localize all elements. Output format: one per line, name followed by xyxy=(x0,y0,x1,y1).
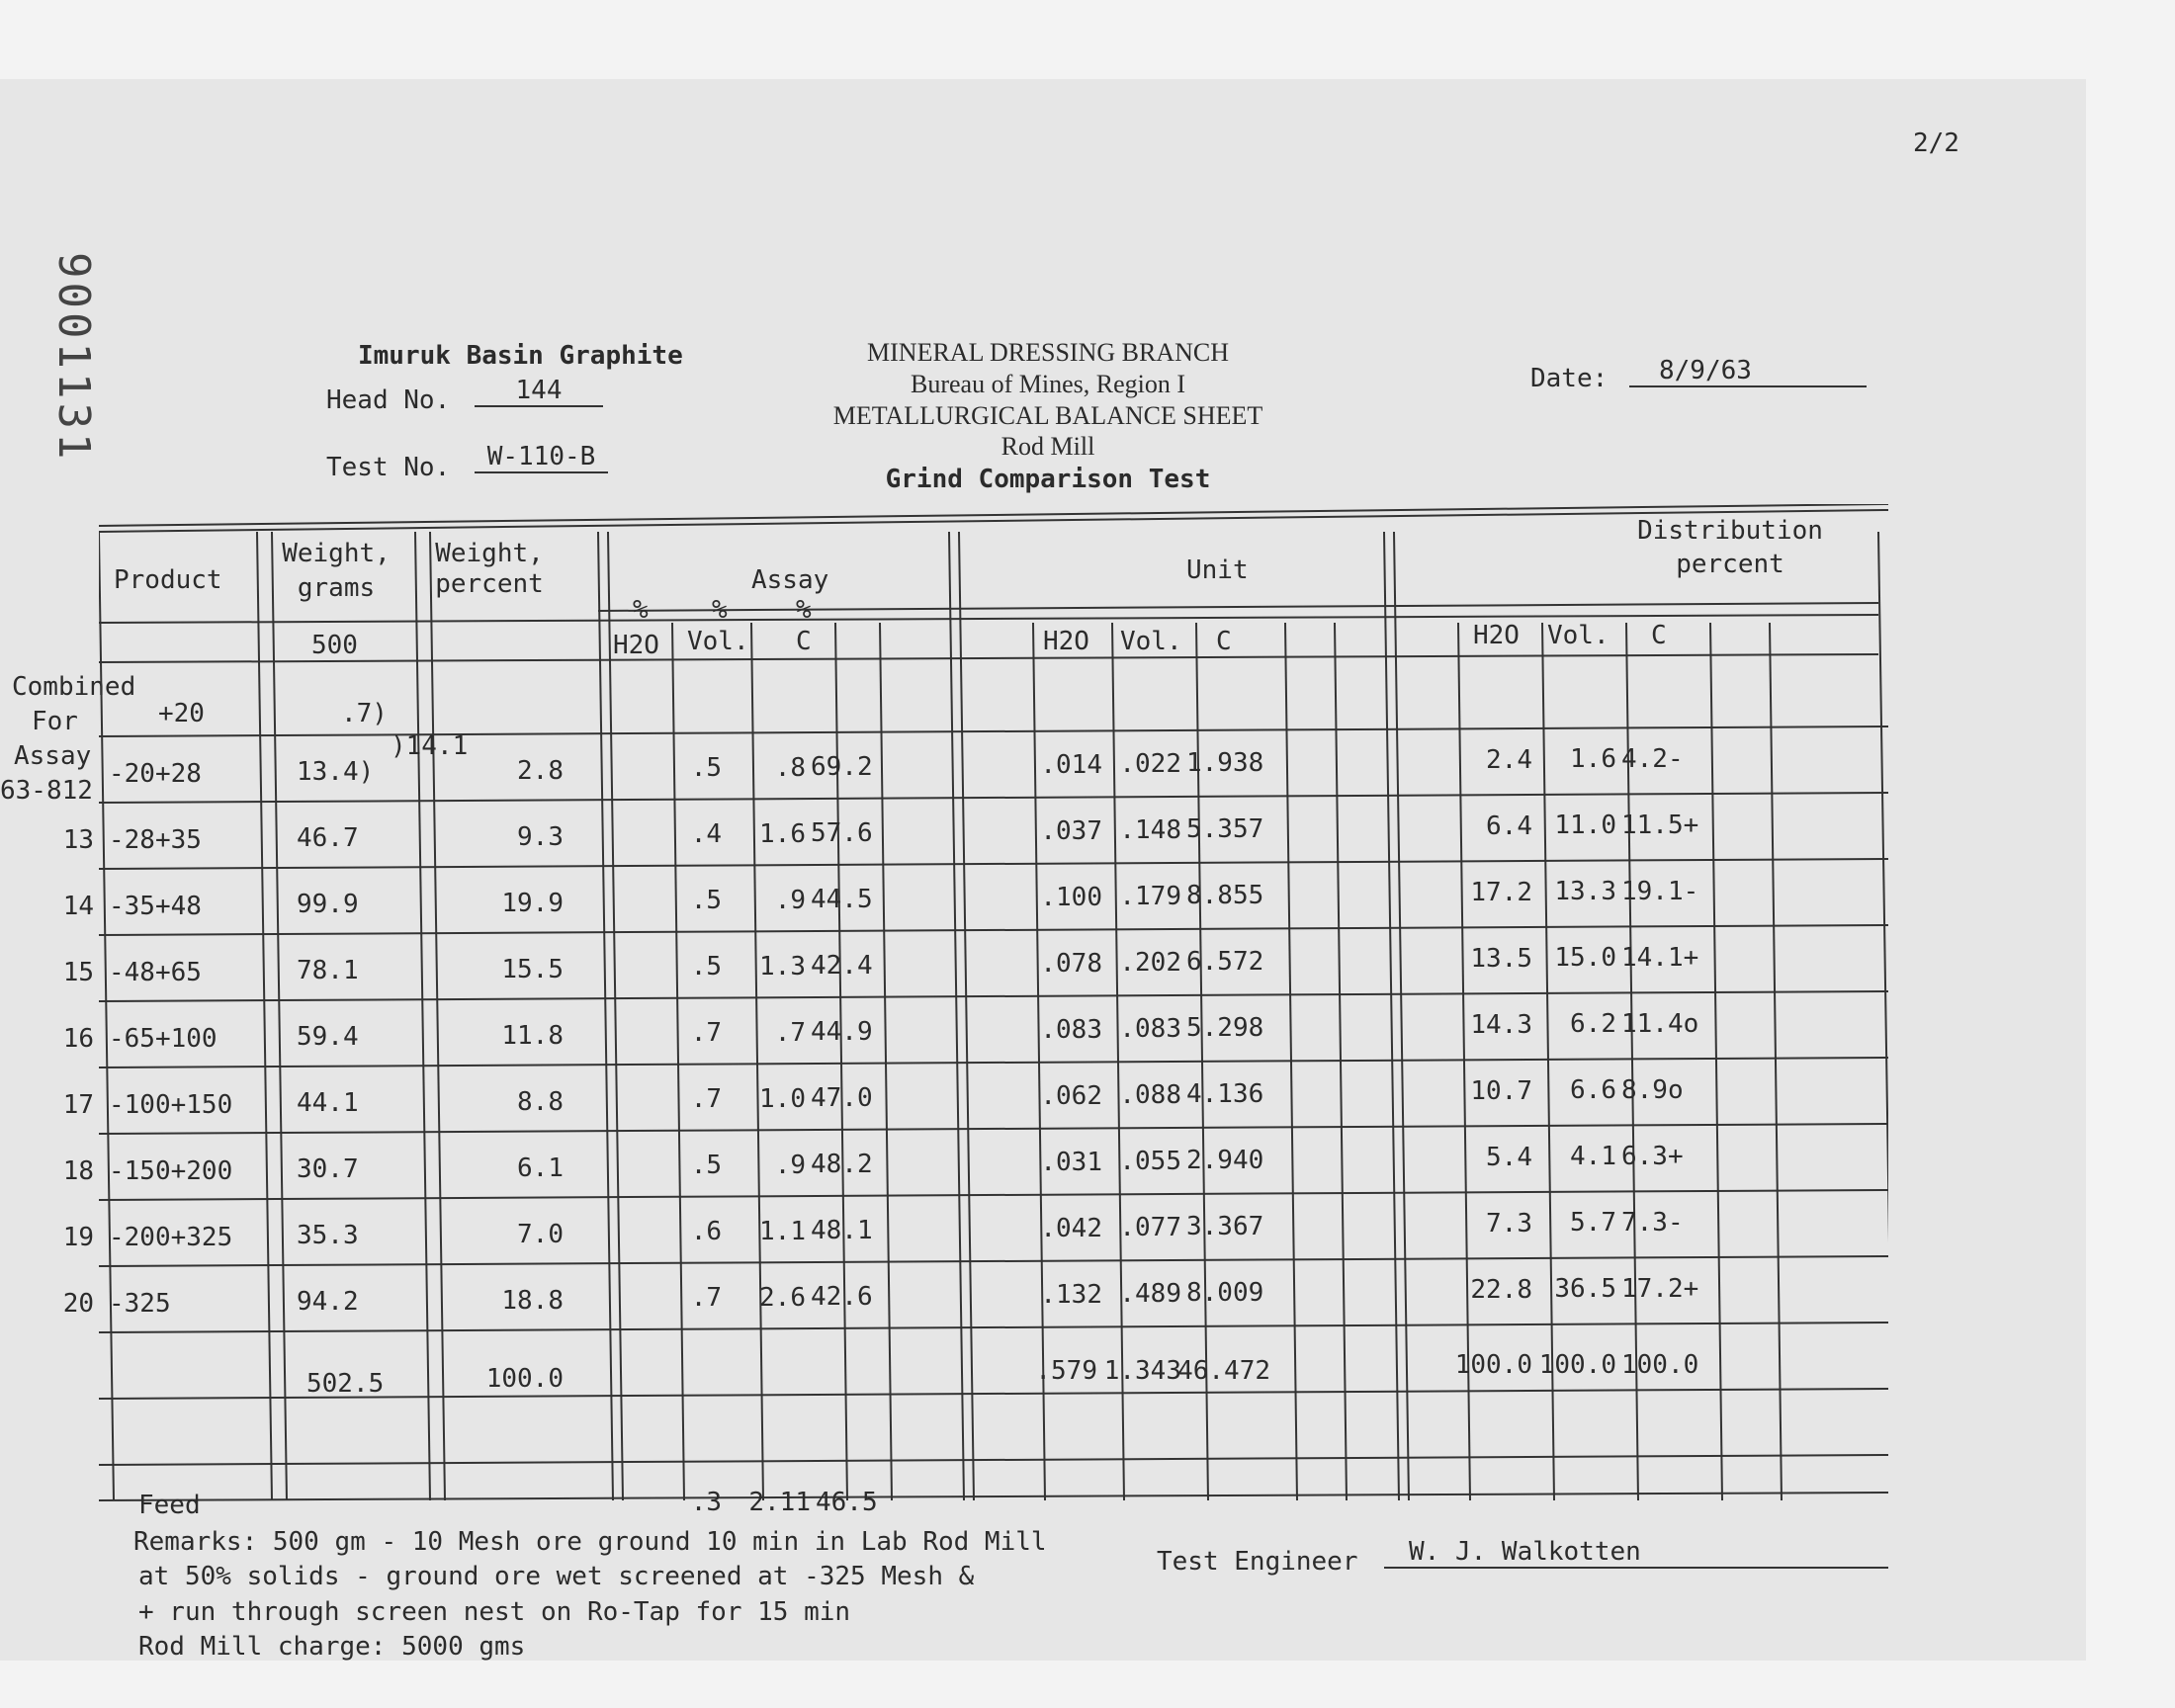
row-dist-vol: 15.0 xyxy=(1554,943,1616,973)
row-unit-vol: .202 xyxy=(1119,948,1181,978)
row-unit-vol: .077 xyxy=(1119,1213,1181,1242)
org-line-5: Grind Comparison Test xyxy=(885,465,1211,494)
row-assay-vol: 1.3 xyxy=(759,952,806,982)
col-weight-grams-header-1: Weight, xyxy=(282,539,391,568)
row-number: 14 xyxy=(62,892,94,921)
row-rule xyxy=(99,991,1888,1001)
row-unit-vol: .148 xyxy=(1119,815,1181,845)
table-column-rule xyxy=(415,532,430,1500)
row-dist-vol: 13.3 xyxy=(1554,877,1616,906)
row-unit-vol: .489 xyxy=(1119,1279,1181,1309)
total-unit-c: 46.472 xyxy=(1177,1356,1270,1386)
table-rules xyxy=(99,504,1888,1512)
row-grams: 78.1 xyxy=(297,956,359,985)
row-weight-percent: 18.8 xyxy=(501,1286,564,1316)
row-weight-percent: 6.1 xyxy=(517,1153,564,1183)
row-unit-h2o: .132 xyxy=(1040,1280,1102,1310)
col-product-header: Product xyxy=(114,565,222,595)
row-assay-h2o: .5 xyxy=(690,753,722,783)
row-assay-vol: 1.0 xyxy=(759,1084,806,1114)
org-line-3: METALLURGICAL BALANCE SHEET xyxy=(832,401,1263,430)
row-number: 18 xyxy=(62,1156,94,1186)
row-assay-h2o: .7 xyxy=(690,1018,722,1048)
header-subrow-rule xyxy=(598,603,1878,611)
row-unit-c: 8.855 xyxy=(1186,881,1264,910)
col-unit-header: Unit xyxy=(1186,555,1249,585)
row-unit-h2o: .014 xyxy=(1040,750,1102,780)
row-dist-h2o: 6.4 xyxy=(1486,811,1532,841)
row-unit-c: 5.357 xyxy=(1186,814,1264,844)
row-dist-h2o: 10.7 xyxy=(1470,1076,1532,1106)
row-rule xyxy=(99,793,1888,803)
combined-note-4: 63-812 xyxy=(0,776,93,806)
row-unit-c: 3.367 xyxy=(1186,1212,1264,1241)
row-product: -325 xyxy=(109,1289,171,1319)
row-weight-percent: 19.9 xyxy=(501,889,564,918)
row-dist-h2o: 14.3 xyxy=(1470,1010,1532,1040)
row-unit-h2o: .062 xyxy=(1040,1081,1102,1111)
row-unit-h2o: .031 xyxy=(1040,1148,1102,1177)
org-line-2: Bureau of Mines, Region I xyxy=(910,370,1185,398)
row-grams: 94.2 xyxy=(297,1287,359,1317)
sub-dist-vol: Vol. xyxy=(1547,621,1610,650)
row-product: -150+200 xyxy=(109,1156,233,1186)
row-weight-percent: 11.8 xyxy=(501,1021,564,1051)
table-column-rule xyxy=(99,532,114,1500)
table-bottom-rule xyxy=(99,1493,1888,1500)
head-no-label: Head No. xyxy=(326,385,451,415)
row-dist-vol: 1.6 xyxy=(1570,744,1616,774)
row-assay-h2o: .5 xyxy=(690,1151,722,1180)
row-assay-c: 44.9 xyxy=(811,1017,873,1047)
feed-assay-vol: 2.11 xyxy=(748,1488,811,1517)
row-rule xyxy=(99,1323,1888,1332)
total-unit-vol: 1.343 xyxy=(1103,1356,1181,1386)
row-dist-c: 7.3- xyxy=(1621,1208,1684,1238)
row-number: 20 xyxy=(62,1289,94,1319)
row-number: 19 xyxy=(62,1223,94,1252)
sub-unit-h2o: H2O xyxy=(1043,627,1089,656)
row-assay-vol: .8 xyxy=(774,753,806,783)
test-no-label: Test No. xyxy=(326,453,451,482)
row-assay-h2o: .5 xyxy=(690,952,722,982)
row-dist-c: 19.1- xyxy=(1621,877,1699,906)
sub-assay-c: C xyxy=(796,627,812,656)
row-weight-percent: 9.3 xyxy=(517,822,564,852)
row-grams: 35.3 xyxy=(297,1221,359,1250)
assay-pct-vol: % xyxy=(712,595,728,625)
test-no-value: W-110-B xyxy=(475,442,608,473)
row-dist-c: 17.2+ xyxy=(1621,1274,1699,1304)
row-assay-h2o: .5 xyxy=(690,886,722,915)
row-dist-c: 8.9o xyxy=(1621,1075,1684,1105)
total-dist-h2o: 100.0 xyxy=(1454,1350,1532,1380)
row-weight-percent: 7.0 xyxy=(517,1220,564,1249)
row-assay-vol: .7 xyxy=(774,1018,806,1048)
row-unit-h2o: .078 xyxy=(1040,949,1102,979)
plus20-grams: .7) xyxy=(341,699,388,728)
row-rule xyxy=(99,925,1888,935)
row-product: -48+65 xyxy=(109,958,202,987)
col-distribution-header-1: Distribution xyxy=(1637,516,1823,546)
col-weight-percent-header-1: Weight, xyxy=(435,539,544,568)
row-unit-vol: .055 xyxy=(1119,1147,1181,1176)
table-column-rule xyxy=(1878,532,1888,1500)
row-number: 16 xyxy=(62,1024,94,1054)
row-assay-vol: .9 xyxy=(774,1151,806,1180)
row-grams: 99.9 xyxy=(297,890,359,919)
row-unit-c: 6.572 xyxy=(1186,947,1264,977)
row-dist-c: 6.3+ xyxy=(1621,1142,1684,1171)
row-assay-c: 69.2 xyxy=(811,752,873,782)
row-rule xyxy=(99,1455,1888,1465)
date-value: 8/9/63 xyxy=(1629,356,1867,387)
document-id: 9001131 xyxy=(48,252,99,464)
row-assay-c: 47.0 xyxy=(811,1083,873,1113)
engineer-name: W. J. Walkotten xyxy=(1384,1537,1888,1569)
row-number: 17 xyxy=(62,1090,94,1120)
row-number: 15 xyxy=(62,958,94,987)
sub-dist-h2o: H2O xyxy=(1473,621,1520,650)
total-dist-vol: 100.0 xyxy=(1538,1350,1616,1380)
col-assay-header: Assay xyxy=(751,565,829,595)
sub-weight-500: 500 xyxy=(311,631,358,660)
row-grams: 30.7 xyxy=(297,1154,359,1184)
sub-assay-vol: Vol. xyxy=(687,627,749,656)
remarks-line-2: at 50% solids - ground ore wet screened at -325 Mesh & xyxy=(138,1562,975,1591)
row-rule xyxy=(99,1256,1888,1266)
table-column-rule xyxy=(430,532,445,1500)
total-weight-percent: 100.0 xyxy=(485,1364,564,1394)
assay-pct-h2o: % xyxy=(633,595,649,625)
row-rule xyxy=(99,1124,1888,1134)
row-assay-vol: .9 xyxy=(774,886,806,915)
row-dist-vol: 5.7 xyxy=(1570,1208,1616,1238)
combined-note-2: For xyxy=(32,707,78,736)
row-grams: 44.1 xyxy=(297,1088,359,1118)
row-assay-c: 44.5 xyxy=(811,885,873,914)
row-weight-percent: 8.8 xyxy=(517,1087,564,1117)
row-unit-c: 1.938 xyxy=(1186,748,1264,778)
row-dist-h2o: 7.3 xyxy=(1486,1209,1532,1238)
table-column-rule xyxy=(257,532,272,1500)
row-unit-h2o: .042 xyxy=(1040,1214,1102,1243)
table-subcolumn-rule xyxy=(1710,623,1722,1500)
total-unit-h2o: .579 xyxy=(1035,1356,1097,1386)
row-assay-h2o: .6 xyxy=(690,1217,722,1246)
row-unit-c: 8.009 xyxy=(1186,1278,1264,1308)
row-dist-h2o: 22.8 xyxy=(1470,1275,1532,1305)
page-number: 2/2 xyxy=(1913,128,1959,158)
combined-total: )14.1 xyxy=(391,731,469,761)
row-product: -20+28 xyxy=(109,759,202,789)
row-unit-c: 2.940 xyxy=(1186,1146,1264,1175)
col-weight-grams-header-2: grams xyxy=(297,573,376,603)
row-product: -28+35 xyxy=(109,825,202,855)
row-dist-c: 4.2- xyxy=(1621,744,1684,774)
feed-product: Feed xyxy=(138,1491,201,1520)
row-dist-h2o: 17.2 xyxy=(1470,878,1532,907)
row-unit-vol: .083 xyxy=(1119,1014,1181,1044)
row-rule xyxy=(99,1190,1888,1200)
row-unit-vol: .179 xyxy=(1119,882,1181,911)
combined-note-3: Assay xyxy=(14,741,92,771)
remarks-line-3: + run through screen nest on Ro-Tap for 15 min xyxy=(138,1597,851,1627)
engineer-label: Test Engineer xyxy=(1157,1547,1358,1577)
row-assay-c: 48.1 xyxy=(811,1216,873,1245)
org-line-1: MINERAL DRESSING BRANCH xyxy=(867,338,1229,367)
header-subrow-rule xyxy=(99,615,1878,623)
row-product: -100+150 xyxy=(109,1090,233,1120)
row-dist-h2o: 13.5 xyxy=(1470,944,1532,974)
row-assay-h2o: .4 xyxy=(690,819,722,849)
row-product: -200+325 xyxy=(109,1223,233,1252)
date-label: Date: xyxy=(1530,364,1609,393)
head-no-value: 144 xyxy=(475,376,603,407)
remarks-line-4: Rod Mill charge: 5000 gms xyxy=(138,1632,526,1662)
col-distribution-header-2: percent xyxy=(1676,550,1784,579)
project-name: Imuruk Basin Graphite xyxy=(358,341,683,371)
row-dist-h2o: 5.4 xyxy=(1486,1143,1532,1172)
row-dist-vol: 6.2 xyxy=(1570,1009,1616,1039)
total-dist-c: 100.0 xyxy=(1621,1350,1699,1380)
row-dist-c: 11.4o xyxy=(1621,1009,1699,1039)
remarks-line-1: Remarks: 500 gm - 10 Mesh ore ground 10 min in Lab Rod Mill xyxy=(133,1527,1047,1557)
sub-unit-c: C xyxy=(1216,627,1232,656)
row-assay-vol: 2.6 xyxy=(759,1283,806,1313)
sub-assay-h2o: H2O xyxy=(613,631,659,660)
row-number: 13 xyxy=(62,825,94,855)
org-line-4: Rod Mill xyxy=(1000,432,1095,461)
row-assay-c: 42.6 xyxy=(811,1282,873,1312)
row-dist-c: 11.5+ xyxy=(1621,811,1699,840)
row-unit-vol: .022 xyxy=(1119,749,1181,779)
row-dist-vol: 11.0 xyxy=(1554,811,1616,840)
row-rule xyxy=(99,1058,1888,1068)
col-weight-percent-header-2: percent xyxy=(435,569,544,599)
sub-dist-c: C xyxy=(1651,621,1667,650)
row-grams: 59.4 xyxy=(297,1022,359,1052)
row-unit-h2o: .037 xyxy=(1040,816,1102,846)
row-unit-c: 5.298 xyxy=(1186,1013,1264,1043)
row-rule xyxy=(99,859,1888,869)
row-dist-vol: 36.5 xyxy=(1554,1274,1616,1304)
row-assay-vol: 1.1 xyxy=(759,1217,806,1246)
row-grams: 13.4) xyxy=(297,757,375,787)
row-unit-vol: .088 xyxy=(1119,1080,1181,1110)
row-dist-h2o: 2.4 xyxy=(1486,745,1532,775)
table-column-rule xyxy=(272,532,287,1500)
assay-pct-c: % xyxy=(796,595,812,625)
row-weight-percent: 15.5 xyxy=(501,955,564,984)
row-assay-c: 42.4 xyxy=(811,951,873,981)
combined-note-1: Combined xyxy=(12,672,136,702)
plus20-product: +20 xyxy=(158,699,205,728)
row-weight-percent: 2.8 xyxy=(517,756,564,786)
row-assay-c: 57.6 xyxy=(811,818,873,848)
row-assay-c: 48.2 xyxy=(811,1150,873,1179)
total-grams: 502.5 xyxy=(306,1369,385,1399)
header-subrow-rule xyxy=(99,654,1878,662)
row-unit-h2o: .083 xyxy=(1040,1015,1102,1045)
row-grams: 46.7 xyxy=(297,823,359,853)
row-product: -35+48 xyxy=(109,892,202,921)
row-dist-c: 14.1+ xyxy=(1621,943,1699,973)
row-unit-h2o: .100 xyxy=(1040,883,1102,912)
row-assay-h2o: .7 xyxy=(690,1084,722,1114)
row-dist-vol: 6.6 xyxy=(1570,1075,1616,1105)
table-subcolumn-rule xyxy=(1770,623,1782,1500)
row-dist-vol: 4.1 xyxy=(1570,1142,1616,1171)
feed-assay-c: 46.5 xyxy=(816,1488,878,1517)
feed-assay-h2o: .3 xyxy=(690,1488,722,1517)
sub-unit-vol: Vol. xyxy=(1120,627,1182,656)
row-unit-c: 4.136 xyxy=(1186,1079,1264,1109)
row-assay-vol: 1.6 xyxy=(759,819,806,849)
row-assay-h2o: .7 xyxy=(690,1283,722,1313)
row-product: -65+100 xyxy=(109,1024,218,1054)
